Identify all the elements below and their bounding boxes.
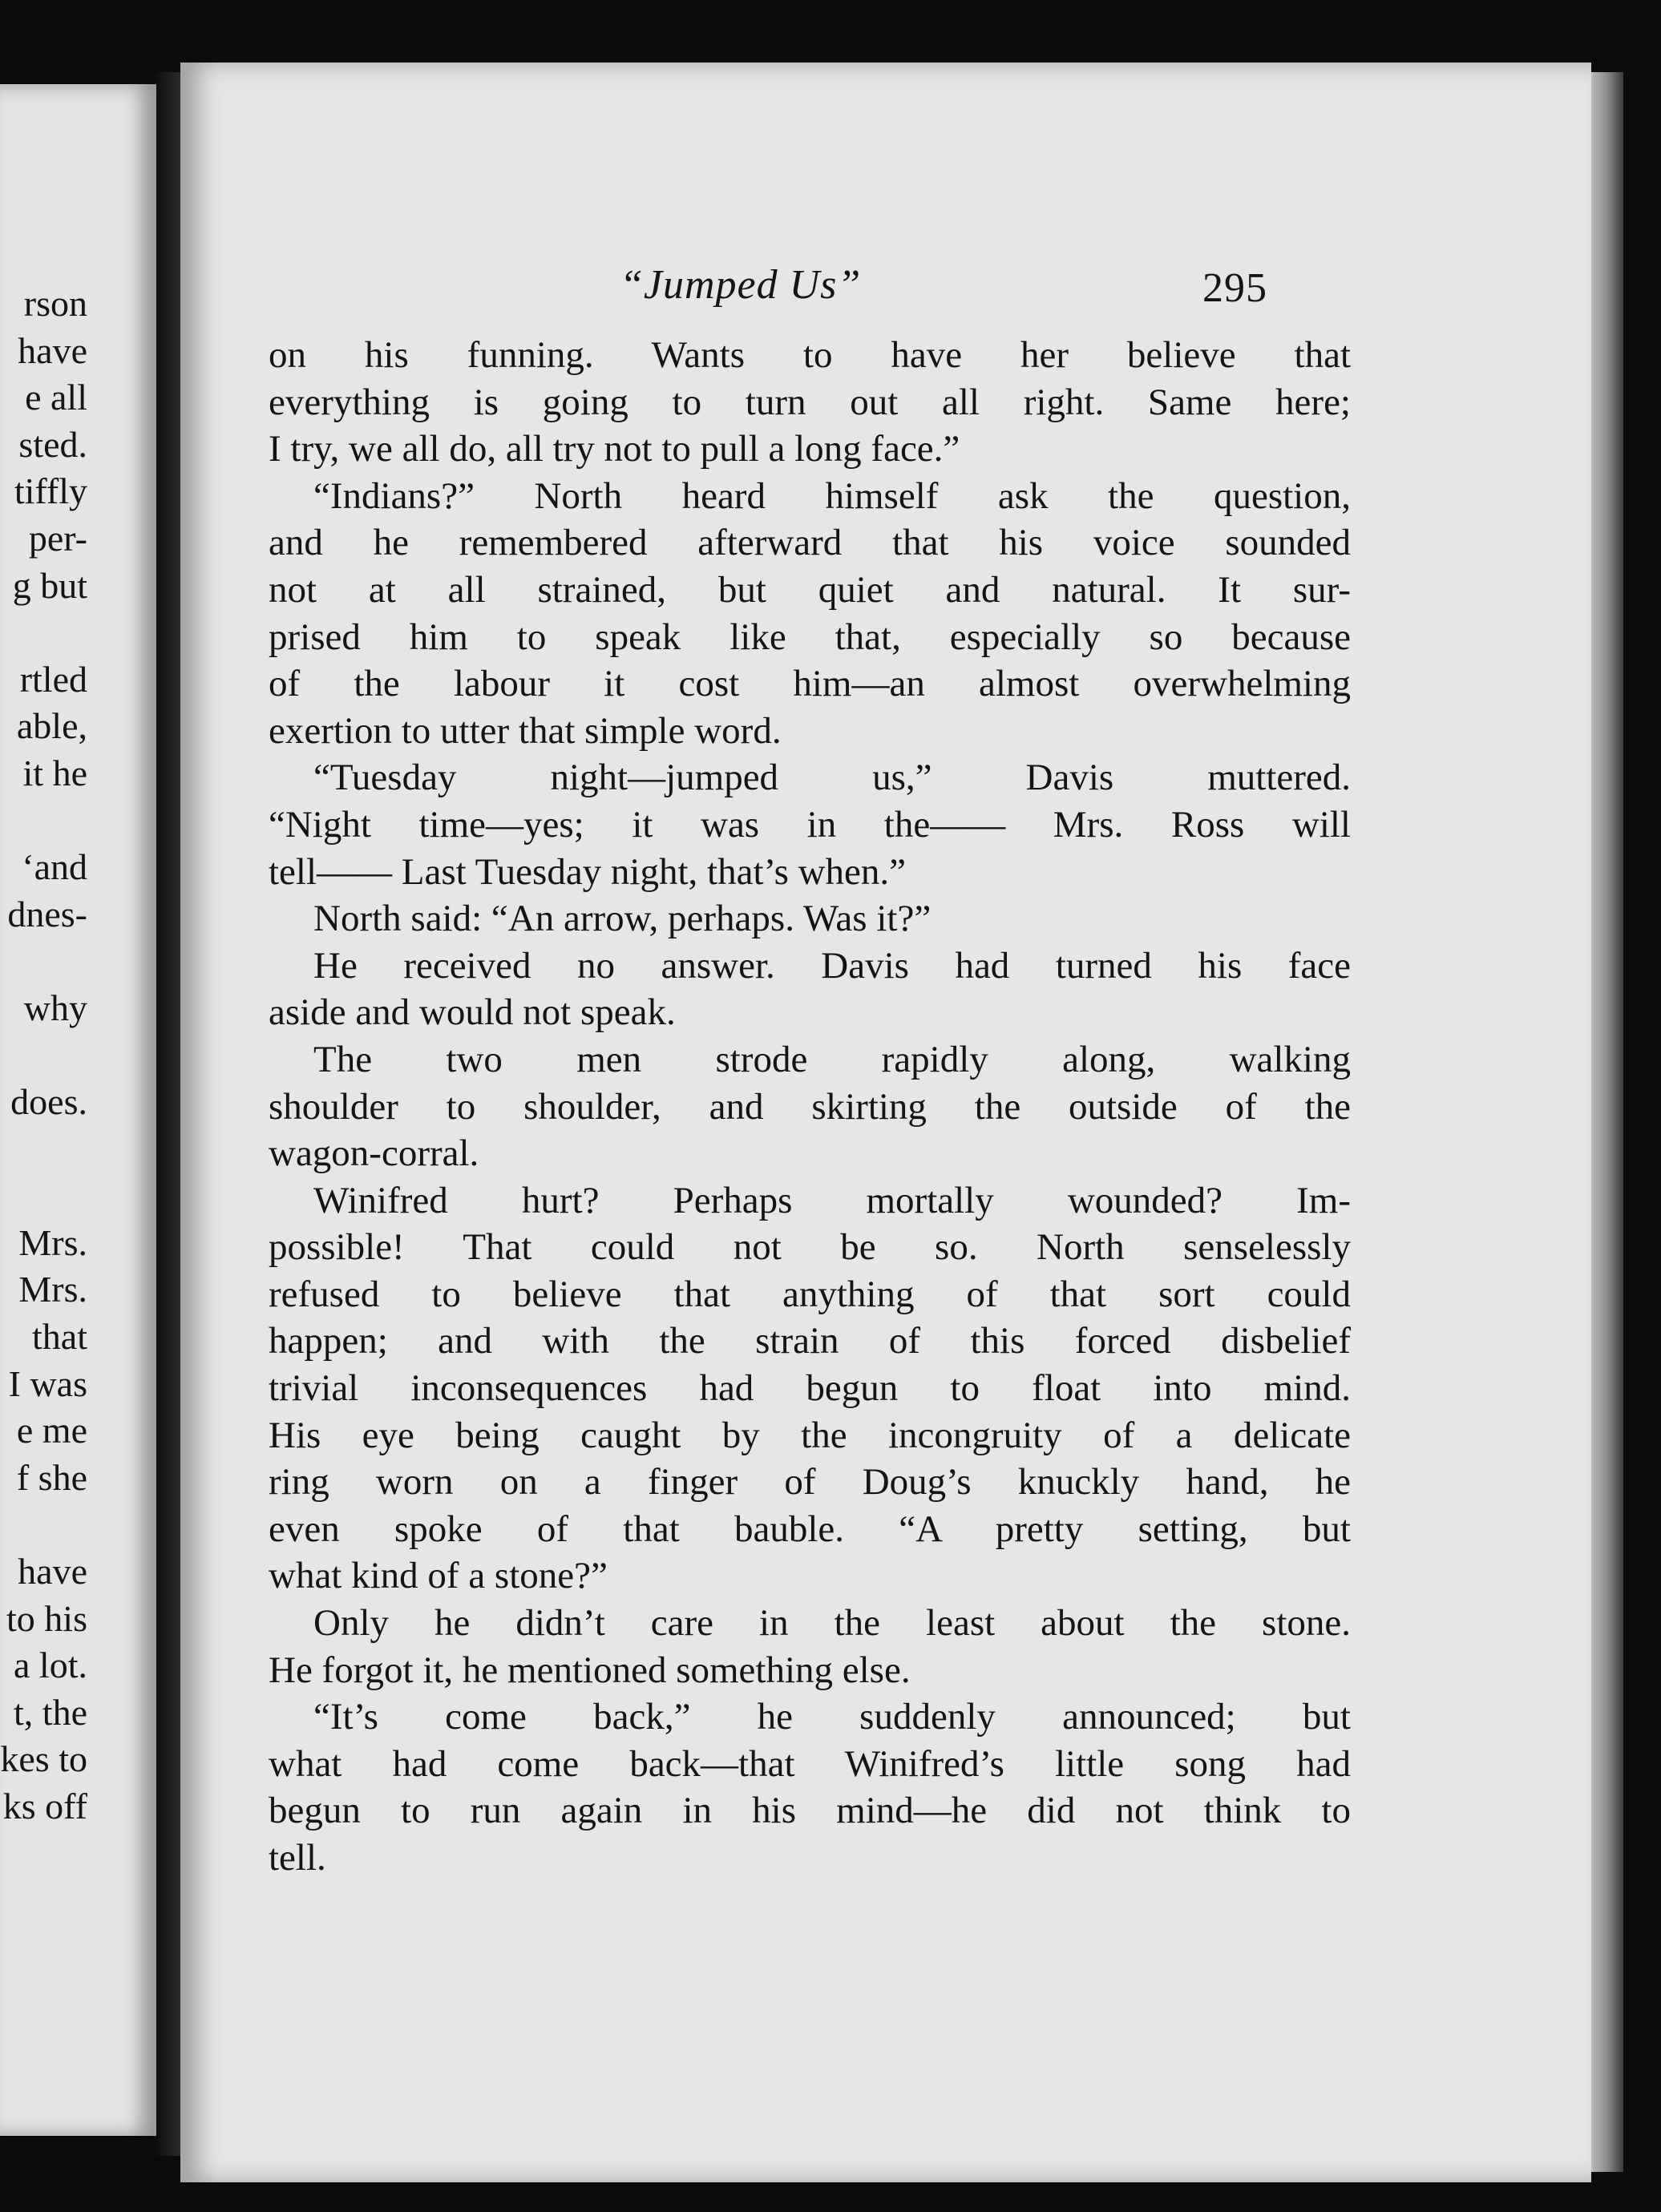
previous-page-line bbox=[0, 797, 87, 845]
previous-page-fragment bbox=[0, 84, 156, 2136]
body-line: of the labour it cost him—an almost overwhelming bbox=[269, 663, 1351, 705]
body-line: Winifred hurt? Perhaps mortally wounded? Im- bbox=[313, 1179, 1351, 1221]
previous-page-line bbox=[0, 938, 87, 985]
previous-page-line: f she bbox=[16, 1456, 87, 1498]
body-line: wagon-corral. bbox=[269, 1132, 479, 1175]
body-line: shoulder to shoulder, and skirting the outside of the bbox=[269, 1085, 1351, 1128]
body-line: refused to believe that anything of that sort could bbox=[269, 1273, 1351, 1315]
previous-page-line: that bbox=[32, 1316, 87, 1358]
body-line: what had come back—that Winifred’s little song had bbox=[269, 1742, 1351, 1785]
previous-page-line: e all bbox=[25, 377, 87, 418]
previous-page-line: per- bbox=[28, 517, 87, 559]
body-line: tell—— Last Tuesday night, that’s when.” bbox=[269, 850, 907, 893]
previous-page-line: sted. bbox=[18, 423, 87, 465]
page-number: 295 bbox=[1202, 265, 1267, 311]
body-line: He received no answer. Davis had turned his face bbox=[313, 944, 1351, 987]
body-line: on his funning. Wants to have her believe that bbox=[269, 334, 1351, 376]
previous-page-line: I was bbox=[8, 1362, 87, 1404]
previous-page-line: have bbox=[18, 329, 87, 371]
body-line: and he remembered afterward that his voice sounded bbox=[269, 522, 1351, 564]
body-line: happen; and with the strain of this forced disbelief bbox=[269, 1320, 1351, 1362]
body-line: begun to run again in his mind—he did not think to bbox=[269, 1790, 1351, 1832]
body-line: ring worn on a finger of Doug’s knuckly hand, he bbox=[269, 1461, 1351, 1504]
body-line: I try, we all do, all try not to pull a long face.” bbox=[269, 428, 960, 470]
previous-page-line: g but bbox=[12, 564, 87, 606]
previous-page-line: why bbox=[23, 987, 87, 1028]
body-line: “Tuesday night—jumped us,” Davis muttered. bbox=[313, 757, 1351, 799]
body-line: “Indians?” North heard himself ask the question, bbox=[313, 474, 1351, 517]
body-line: North said: “An arrow, perhaps. Was it?” bbox=[313, 898, 932, 940]
previous-page-line: Mrs. bbox=[18, 1221, 87, 1263]
body-line: The two men strode rapidly along, walking bbox=[313, 1038, 1351, 1080]
body-line: trivial inconsequences had begun to float into mind. bbox=[269, 1367, 1351, 1410]
previous-page-line: does. bbox=[10, 1081, 87, 1123]
previous-page-line: ‘and bbox=[22, 846, 87, 888]
previous-page-line bbox=[0, 1501, 87, 1548]
previous-page-line: it he bbox=[22, 752, 87, 793]
previous-page-line: rson bbox=[23, 283, 87, 324]
page-edge bbox=[1591, 72, 1623, 2172]
body-line: “Night time—yes; it was in the—— Mrs. Ross will bbox=[269, 803, 1351, 846]
previous-page-line bbox=[0, 609, 87, 656]
previous-page-line: have bbox=[18, 1551, 87, 1592]
body-line: tell. bbox=[269, 1837, 326, 1879]
body-line: prised him to speak like that, especially so because bbox=[269, 616, 1351, 658]
previous-page-line: a lot. bbox=[14, 1645, 87, 1686]
body-text bbox=[269, 332, 1351, 1882]
previous-page-line: t, the bbox=[14, 1691, 87, 1733]
previous-page-line bbox=[0, 1126, 87, 1173]
body-line: aside and would not speak. bbox=[269, 991, 676, 1034]
previous-page-line: to his bbox=[6, 1597, 87, 1639]
previous-page-line: tiffly bbox=[14, 470, 87, 512]
previous-page-line: able, bbox=[16, 705, 87, 747]
body-line: everything is going to turn out all right. Same here; bbox=[269, 381, 1351, 423]
previous-page-line bbox=[0, 1173, 87, 1220]
body-line: He forgot it, he mentioned something else. bbox=[269, 1649, 911, 1691]
body-line: even spoke of that bauble. “A pretty setting, but bbox=[269, 1508, 1351, 1550]
body-line: exertion to utter that simple word. bbox=[269, 709, 782, 752]
previous-page-line: ks off bbox=[2, 1786, 87, 1827]
previous-page-line: kes to bbox=[0, 1738, 87, 1780]
body-line: Only he didn’t care in the least about the stone. bbox=[313, 1602, 1351, 1645]
running-head: “Jumped Us” bbox=[620, 262, 862, 308]
body-line: His eye being caught by the incongruity of a delicate bbox=[269, 1414, 1351, 1456]
previous-page-line: Mrs. bbox=[18, 1269, 87, 1310]
book-gutter bbox=[156, 72, 180, 2156]
previous-page-line: rtled bbox=[19, 658, 87, 700]
previous-page-line bbox=[0, 1032, 87, 1080]
previous-page-lines bbox=[0, 281, 87, 1831]
previous-page-line: e me bbox=[16, 1410, 87, 1451]
body-line: not at all strained, but quiet and natural. It sur- bbox=[269, 568, 1351, 611]
current-page bbox=[180, 63, 1591, 2182]
body-line: what kind of a stone?” bbox=[269, 1555, 608, 1597]
previous-page-line: dnes- bbox=[7, 893, 87, 934]
body-line: “It’s come back,” he suddenly announced; but bbox=[313, 1696, 1351, 1738]
body-line: possible! That could not be so. North senselessly bbox=[269, 1226, 1351, 1269]
